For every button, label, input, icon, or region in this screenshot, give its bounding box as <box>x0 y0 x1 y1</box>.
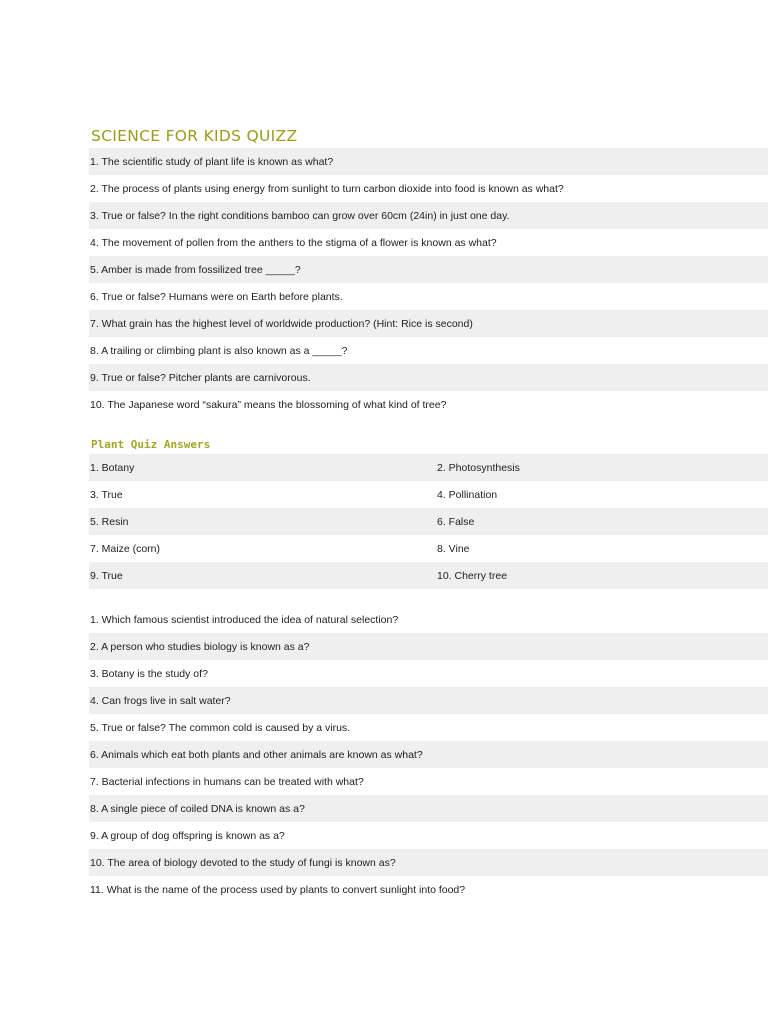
question-row <box>89 283 768 310</box>
question-text: 8. A single piece of coiled DNA is known as a? <box>90 802 305 815</box>
answer-cell: 8. Vine <box>437 542 470 555</box>
question-text: 2. The process of plants using energy from sunlight to turn carbon dioxide into food is known as what? <box>90 182 564 195</box>
answers-table <box>89 454 768 589</box>
answer-row <box>89 481 768 508</box>
answer-cell: 6. False <box>437 515 475 528</box>
answer-cell: 2. Photosynthesis <box>437 461 520 474</box>
question-text: 1. Which famous scientist introduced the idea of natural selection? <box>90 613 399 626</box>
question-text: 4. Can frogs live in salt water? <box>90 694 231 707</box>
question-row <box>89 175 768 202</box>
question-text: 9. True or false? Pitcher plants are carnivorous. <box>90 371 311 384</box>
question-text: 3. Botany is the study of? <box>90 667 208 680</box>
question-row <box>89 229 768 256</box>
answer-cell: 3. True <box>90 488 123 501</box>
question-row <box>89 822 768 849</box>
answer-cell: 1. Botany <box>90 461 135 474</box>
question-row <box>89 364 768 391</box>
quiz2-question-list <box>89 606 768 903</box>
question-text: 3. True or false? In the right conditions bamboo can grow over 60cm (24in) in just one day. <box>90 209 510 222</box>
question-row <box>89 876 768 903</box>
question-text: 6. True or false? Humans were on Earth before plants. <box>90 290 343 303</box>
question-text: 10. The area of biology devoted to the study of fungi is known as? <box>90 856 396 869</box>
question-text: 7. Bacterial infections in humans can be treated with what? <box>90 775 364 788</box>
question-row <box>89 256 768 283</box>
answer-row <box>89 454 768 481</box>
question-text: 4. The movement of pollen from the anthers to the stigma of a flower is known as what? <box>90 236 497 249</box>
answer-cell: 9. True <box>90 569 123 582</box>
question-text: 1. The scientific study of plant life is known as what? <box>90 155 334 168</box>
question-text: 5. Amber is made from fossilized tree _____? <box>90 263 301 276</box>
question-text: 5. True or false? The common cold is caused by a virus. <box>90 721 351 734</box>
answer-cell: 4. Pollination <box>437 488 498 501</box>
answer-cell: 5. Resin <box>90 515 129 528</box>
question-text: 8. A trailing or climbing plant is also known as a _____? <box>90 344 348 357</box>
question-row <box>89 714 768 741</box>
question-row <box>89 741 768 768</box>
question-row <box>89 391 768 418</box>
question-row <box>89 687 768 714</box>
question-row <box>89 310 768 337</box>
question-text: 10. The Japanese word “sakura” means the blossoming of what kind of tree? <box>90 398 447 411</box>
question-row <box>89 202 768 229</box>
question-row <box>89 768 768 795</box>
question-row <box>89 606 768 633</box>
quiz1-question-list <box>89 148 768 418</box>
question-row <box>89 148 768 175</box>
quiz-title: SCIENCE FOR KIDS QUIZZ <box>91 127 298 145</box>
question-row <box>89 660 768 687</box>
question-row <box>89 795 768 822</box>
question-text: 11. What is the name of the process used by plants to convert sunlight into food? <box>90 883 466 896</box>
answer-cell: 10. Cherry tree <box>437 569 508 582</box>
question-text: 7. What grain has the highest level of worldwide production? (Hint: Rice is second) <box>90 317 473 330</box>
answer-row <box>89 535 768 562</box>
question-row <box>89 633 768 660</box>
answers-title: Plant Quiz Answers <box>91 438 211 451</box>
question-text: 2. A person who studies biology is known as a? <box>90 640 310 653</box>
question-row <box>89 849 768 876</box>
answer-cell: 7. Maize (corn) <box>90 542 161 555</box>
answer-row <box>89 562 768 589</box>
question-text: 9. A group of dog offspring is known as a? <box>90 829 285 842</box>
question-text: 6. Animals which eat both plants and other animals are known as what? <box>90 748 423 761</box>
question-row <box>89 337 768 364</box>
answer-row <box>89 508 768 535</box>
